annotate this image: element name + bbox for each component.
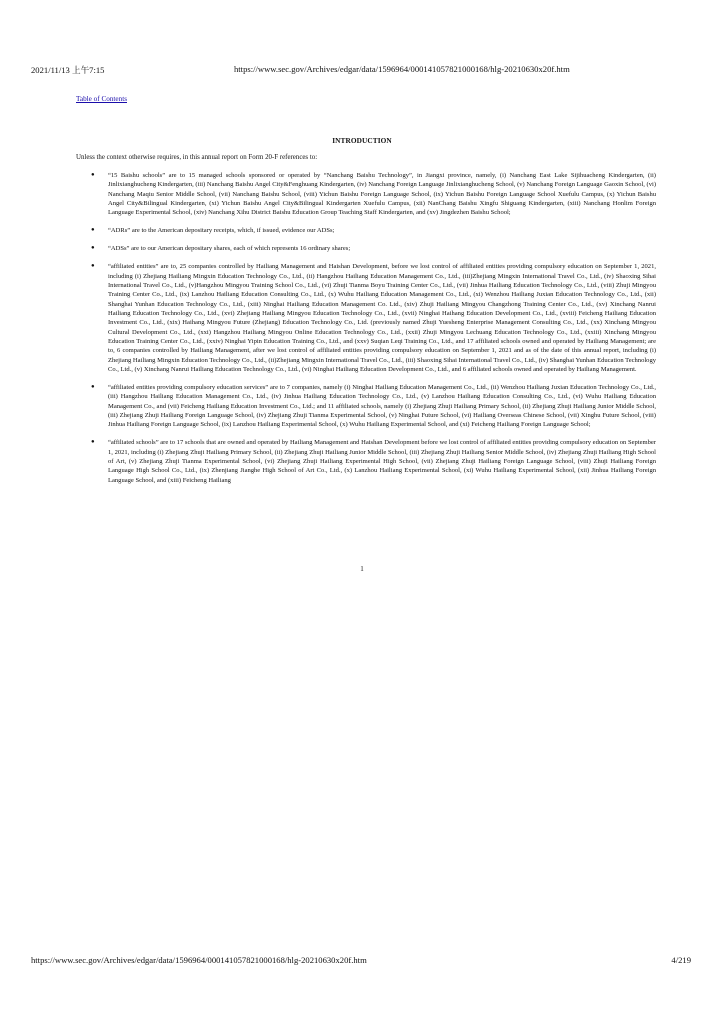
definition-text: “ADSs” are to our American depositary shares, each of which represents 16 ordinary shares; xyxy=(108,245,351,253)
definition-text: “affiliated schools” are to 17 schools that are owned and operated by Hailiang Management and Haishan Development before we lost control of affiliated entities providing compulsory education on September 1, 2021, including (i) Zhejiang Zhuji Hailiang Primary School, (ii) Zhejiang Zhuji Hailiang Junior Middle School, (iii) Zhejiang Zhuji Hailiang Senior Middle School, (iv) Zhejiang Zhuji Hailiang High School of Art, (v) Zhejiang Zhuji Tianma Experimental School, (vi) Zhejiang Zhuji Hailiang Experimental High School, (vii) Zhejiang Zhuji Hailiang Foreign Language School, (viii) Zhuji Hailiang Foreign Language High School Co., Ltd., (ix) Zhenjiang Jianghe High School of Art Co., Ltd., (x) Lanzhou Hailiang Experimental School, (xi) Wuhu Hailiang Experimental School, (xii) Jinhua Hailiang Foreign Language School, and (xiii) Feicheng Hailiang xyxy=(108,439,656,484)
definition-text: “affiliated entities providing compulsory education services” are to 7 companies, namely (i) Ninghai Hailiang Education Management Co., Ltd., (ii) Wenzhou Hailiang Juxian Education Technology Co., Ltd., (iii) Hangzhou Hailiang Education Management Co., Ltd., (iv) Jinhua Hailiang Education Technology Co., Ltd., (v) Lanzhou Hailiang Education Consulting Co., Ltd., (vi) Wuhu Hailiang Education Management Co., and (vii) Feicheng Hailiang Education Investment Co., Ltd.; and 11 affiliated schools, namely (i) Zhejiang Zhuji Hailiang Primary School, (ii) Zhejiang Zhuji Hailiang Junior Middle School, (iii) Zhejiang Zhuji Hailiang Foreign Language School, (iv) Zhejiang Zhuji Tianma Experimental School, (v) Ninghai Future School, (vi) Hailiang Overseas Chinese School, (vii) Xinghu Future School, (viii) Jinhua Hailiang Foreign Language School, (ix) Lanzhou Hailiang Experimental School, (x) Wuhu Hailiang Experimental School, and (xi) Feicheng Hailiang Foreign Language School; xyxy=(108,383,656,429)
intro-paragraph: Unless the context otherwise requires, in this annual report on Form 20-F references to: xyxy=(76,154,318,161)
definition-text: “15 Baishu schools” are to 15 managed schools sponsored or operated by “Nanchang Baishu Technology”, in Jiangxi province, namely, (i) Nanchang East Lake Sijihuacheng Kindergarten, (ii) Jinlixianghucheng Kindergarten, (iii) Nanchang Baishu Angel City&Fenghuang Kindergarten, (iv) Nanchang Foreign Language Jinlixianghucheng School, (v) Nanchang Foreign Language Gaoxin School, (vi) Nanchang Maqiu Senior Middle School, (vii) Nanchang Baishu School, (viii) Yichun Baishu Foreign Language School, (ix) Yichun Baishu Foreign Language School Xuefulu Campus, (x) Yichun Baishu Angel City&Bilingual Kindergarten, (xi) Yichun Baishu Angel City&Bilingual Kindergarten Xuefulu Campus, (xii) NanChang Baishu Xingfu Shiguang Kindergarten, (xiii) Nanchang Honlim Foreign Language Experimental School, (xiv) Nanchang Xihu District Baishu Education Group Teaching Staff Kindergarten, and (xv) Jingdezhen Baishu School; xyxy=(108,172,656,217)
definition-item xyxy=(76,438,656,485)
print-header-url: https://www.sec.gov/Archives/edgar/data/1596964/000141057821000168/hlg-20210630x20f.htm xyxy=(234,64,570,74)
definition-item xyxy=(76,383,656,430)
bullet-icon: ● xyxy=(91,172,95,178)
bullet-icon: ● xyxy=(91,439,95,446)
bullet-icon: ● xyxy=(91,263,95,270)
section-title: INTRODUCTION xyxy=(332,136,392,145)
page-number: 1 xyxy=(360,565,364,573)
definition-text: “affiliated entities” are to, 25 companies controlled by Hailiang Management and Haishan Development, before we lost control of affiliated entities providing compulsory education on September 1, 2021, including (i) Zhejiang Hailiang Mingxin Education Technology Co., Ltd., (ii) Hangzhou Hailiang Education Management Co., Ltd., (iii)Zhejiang Mingxin International Travel Co., Ltd., (iv) Shaoxing Sihai International Travel Co., Ltd., (v)Hangzhou Mingyou Training School Co., Ltd., (vi) Zhuji Tianma Boyu Training Center Co., Ltd., (vii) Jinhua Hailiang Education Technology Co., Ltd., (viii) Zhuji Mingyou Training Center Co., Ltd., (ix) Lanzhou Hailiang Education Consulting Co., Ltd., (x) Wuhu Hailiang Education Management Co., Ltd., (xi) Wenzhou Hailiang Juxian Education Technology Co., Ltd., (xii) Shanghai Yunhan Education Technology Co., Ltd., (xiii) Ninghai Hailiang Education Management Co. Ltd., (xiv) Zhuji Hailiang Mingyou Changzhong Training Center Co., Ltd., (xv) Xinchang Nanrui Hailiang Education Technology Co., Ltd., (xvi) Zhejiang Hailiang Mingyou Education Technology Co., Ltd., (xvii) Ninghai Haihang Education Development Co., Ltd., (xviii) Feicheng Hailiang Education Investment Co., Ltd., (xix) Haihang Mingyou Future (Zhejiang) Education Technology Co., Ltd. (previously named Zhuji Yuesheng Enterprise Management Consulting Co., Ltd., (xx) Xinchang Mingyou Cultural Development Co., Ltd., (xxi) Hangzhou Hailiang Mingyou Online Education Technology Co., Ltd., (xxii) Zhuji Mingyou Lechuang Education Technology Co., Ltd., (xxiii) Xinchang Mingyou Education Training Center Co., Ltd., (xxiv) Ninghai Yipin Education Training Co., Ltd., and (xxv) Suqian Leqi Training Co., Ltd., and 17 affiliated schools owned and operated by Hailiang Management; are to, 6 companies controlled by Hailiang Management, after we lost control of affiliated entities providing compulsory education on September 1, 2021 and as of the date of this annual report, including (i) Zhejiang Hailiang Mingxin Education Technology Co., Ltd., (ii)Zhejiang Mingxin International Travel Co., Ltd., (iii) Shaoxing Sihai International Travel Co., Ltd., (iv) Shanghai Yunhan Education Technology Co., Ltd., (v) Xinchang Nanrui Hailiang Education Technology Co., Ltd., (vi) Ninghai Hailiang Education Development Co., Ltd., and 6 affiliated schools owned and operated by Hailiang Management. xyxy=(108,263,656,373)
print-page-counter: 4/219 xyxy=(671,955,691,965)
definition-item xyxy=(76,262,656,374)
bullet-icon: ● xyxy=(91,227,95,234)
definitions-list xyxy=(76,171,656,494)
definition-text: “ADRs” are to the American depositary receipts, which, if issued, evidence our ADSs; xyxy=(108,227,335,235)
definition-item xyxy=(76,171,656,218)
definition-item xyxy=(76,244,656,253)
definition-item xyxy=(76,226,656,235)
print-datetime: 2021/11/13 上午7:15 xyxy=(31,65,105,75)
print-footer-url: https://www.sec.gov/Archives/edgar/data/1596964/000141057821000168/hlg-20210630x20f.htm xyxy=(31,955,367,965)
table-of-contents-link[interactable]: Table of Contents xyxy=(76,95,127,103)
bullet-icon: ● xyxy=(91,383,95,390)
bullet-icon: ● xyxy=(91,245,95,252)
